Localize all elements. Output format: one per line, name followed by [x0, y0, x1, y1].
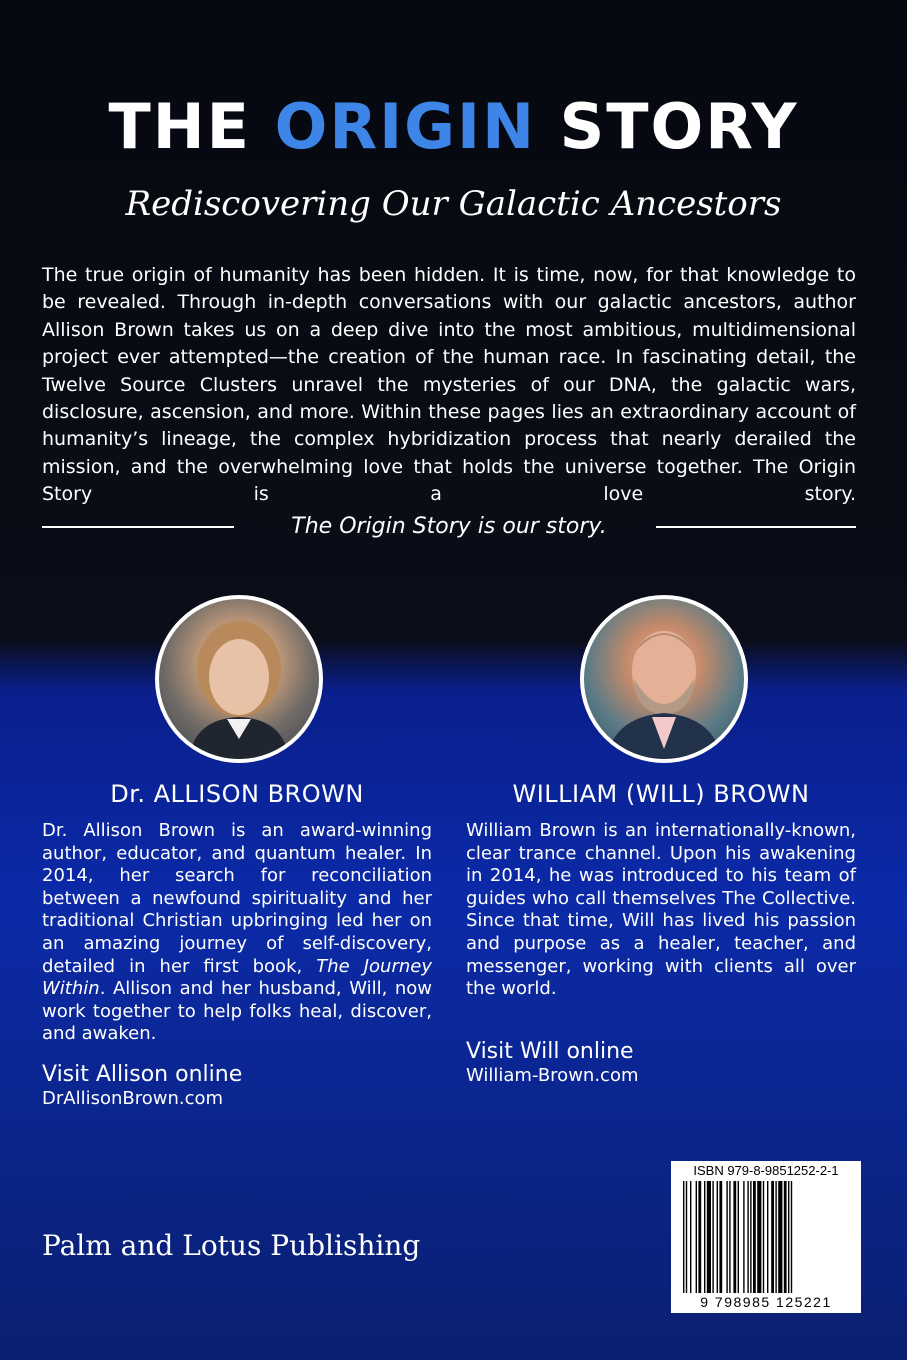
allison-portrait-icon — [159, 599, 319, 759]
barcode-bar — [719, 1181, 722, 1293]
will-bio: William Brown is an internationally-known, clear trance channel. Upon his awakening in 2014, he was introduced to his team of guides who call themselves The Collective. Since that time, Will has lived his passion and purpose as a healer, teacher, and messenger, working with clients all over the world. — [466, 820, 856, 1000]
allison-bio-text-1: Dr. Allison Brown is an award-winning author, educator, and quantum healer. In 2014, her search for reconciliation between a newfound spirituality and her traditional Christian upbringing led her on an amazing journey of self-discovery, detailed in her first book, — [42, 820, 432, 977]
barcode-bar — [767, 1181, 768, 1293]
isbn-label: ISBN 979-8-9851252-2-1 — [693, 1163, 839, 1178]
barcode-bar — [784, 1181, 787, 1293]
will-website-link[interactable]: William-Brown.com — [466, 1065, 639, 1086]
barcode-bar — [729, 1181, 730, 1293]
allison-website-link[interactable]: DrAllisonBrown.com — [42, 1088, 224, 1109]
barcode-bar — [690, 1181, 691, 1293]
title-part-1: THE — [108, 90, 275, 163]
title-part-2: STORY — [536, 90, 799, 163]
barcode-bar — [696, 1181, 697, 1293]
barcode-bar — [757, 1181, 761, 1293]
title-accent-word: ORIGIN — [274, 90, 536, 163]
barcode-bars — [681, 1181, 851, 1293]
barcode-bar — [738, 1181, 739, 1293]
barcode-bar — [750, 1181, 751, 1293]
barcode-bar — [704, 1181, 705, 1293]
tagline-row — [42, 510, 856, 544]
will-name: WILLIAM (WILL) BROWN — [512, 780, 810, 808]
tagline: The Origin Story is our story. — [291, 514, 607, 539]
barcode-bar — [726, 1181, 727, 1293]
allison-bio-text-2: . Allison and her husband, Will, now work together to help folks heal, discover, and awaken. — [42, 978, 432, 1045]
barcode-bar — [771, 1181, 774, 1293]
publisher-name: Palm and Lotus Publishing — [42, 1229, 421, 1262]
book-blurb: The true origin of humanity has been hidden. It is time, now, for that knowledge to be revealed. Through in-depth conversations with our galactic ancestors, author Allison Brown takes us on a deep dive into the most ambitious, multidimensional project ever attempted—the creation of the human race. In fascinating detail, the Twelve Source Clusters unravel the mysteries of our DNA, the galactic wars, disclosure, ascension, and more. Within these pages lies an extraordinary account of humanity’s lineage, the complex hybridization process that nearly derailed the mission, and the overwhelming love that holds the universe together. The Origin Story is a love story. — [42, 264, 856, 506]
barcode-bar — [778, 1181, 782, 1293]
barcode-bar — [707, 1181, 711, 1293]
book-subtitle: Rediscovering Our Galactic Ancestors — [125, 184, 782, 224]
barcode-bar — [686, 1181, 687, 1293]
barcode-bar — [717, 1181, 718, 1293]
barcode-bar — [733, 1181, 736, 1293]
will-portrait — [580, 595, 748, 763]
allison-book-title: The Journey Within — [42, 955, 432, 1000]
isbn-barcode — [671, 1161, 861, 1313]
barcode-bar — [788, 1181, 789, 1293]
barcode-bar — [712, 1181, 713, 1293]
barcode-digits: 9 798985 125221 — [700, 1294, 832, 1310]
barcode-bar — [775, 1181, 776, 1293]
barcode-bar — [698, 1181, 701, 1293]
book-title — [0, 92, 907, 162]
barcode-bar — [791, 1181, 792, 1293]
barcode-bar — [763, 1181, 764, 1293]
allison-bio — [42, 820, 432, 1046]
will-portrait-icon — [584, 599, 744, 759]
allison-portrait — [155, 595, 323, 763]
barcode-bar — [753, 1181, 756, 1293]
barcode-bar — [747, 1181, 748, 1293]
will-visit-label: Visit Will online — [466, 1039, 634, 1064]
right-divider — [656, 526, 856, 528]
allison-name: Dr. ALLISON BROWN — [110, 780, 364, 808]
barcode-bar — [683, 1181, 684, 1293]
barcode-bar — [743, 1181, 744, 1293]
allison-visit-label: Visit Allison online — [42, 1062, 243, 1087]
